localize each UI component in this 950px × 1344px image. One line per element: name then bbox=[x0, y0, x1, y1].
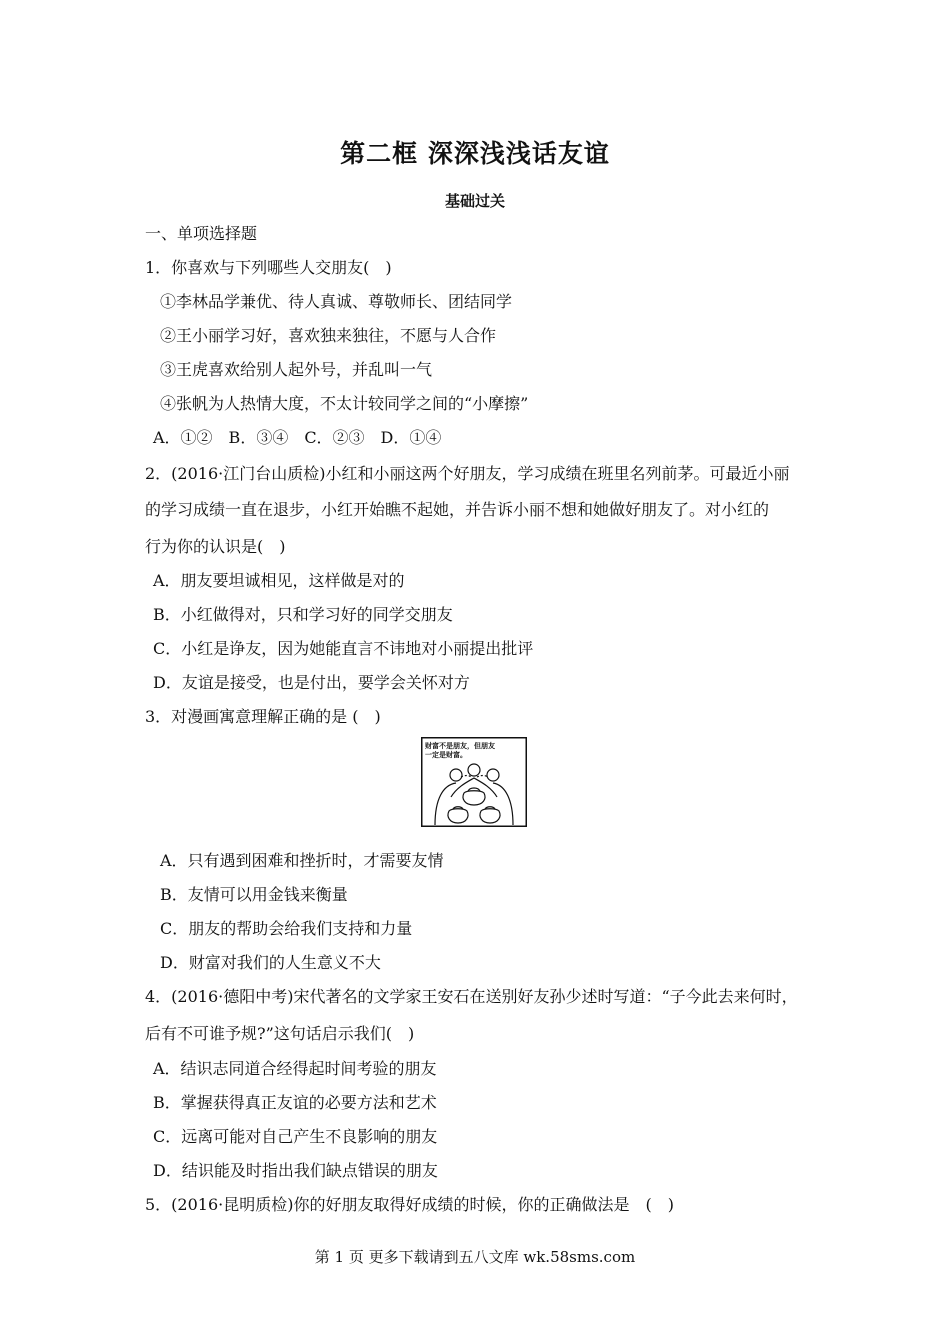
question-4-option-c: C．远离可能对自己产生不良影响的朋友 bbox=[153, 1127, 438, 1146]
question-3-option-c: C．朋友的帮助会给我们支持和力量 bbox=[160, 919, 413, 938]
question-4-stem-line: 4．(2016·德阳中考)宋代著名的文学家王安石在送别好友孙少述时写道：“子今此去来何时， bbox=[145, 987, 798, 1006]
section-heading: 一、单项选择题 bbox=[145, 224, 258, 243]
question-3-option-a: A．只有遇到困难和挫折时，才需要友情 bbox=[160, 851, 444, 870]
question-2-stem-line: 行为你的认识是( ) bbox=[145, 537, 286, 556]
question-3-option-d: D．财富对我们的人生意义不大 bbox=[160, 953, 381, 972]
question-2-option-c: C．小红是诤友，因为她能直言不讳地对小丽提出批评 bbox=[153, 639, 534, 658]
question-2-option-b: B．小红做得对，只和学习好的同学交朋友 bbox=[153, 605, 453, 624]
question-3-stem: 3．对漫画寓意理解正确的是 ( ) bbox=[145, 707, 381, 726]
question-1-item: ①李林品学兼优、待人真诚、尊敬师长、团结同学 bbox=[160, 292, 513, 311]
comic-caption: 一定是财富。 bbox=[425, 751, 467, 759]
question-1-choices: A．①② B．③④ C．②③ D．①④ bbox=[153, 428, 442, 447]
question-1-item: ②王小丽学习好，喜欢独来独往，不愿与人合作 bbox=[160, 326, 497, 345]
question-2-stem-line: 的学习成绩一直在退步，小红开始瞧不起她，并告诉小丽不想和她做好朋友了。对小红的 bbox=[145, 500, 770, 519]
question-2-option-a: A．朋友要坦诚相见，这样做是对的 bbox=[153, 571, 405, 590]
comic-illustration bbox=[421, 737, 527, 827]
question-1-item: ③王虎喜欢给别人起外号，并乱叫一气 bbox=[160, 360, 433, 379]
page-title: 第二框 深深浅浅话友谊 bbox=[340, 139, 610, 168]
question-1-stem: 1．你喜欢与下列哪些人交朋友( ) bbox=[145, 258, 392, 277]
question-5-stem: 5．(2016·昆明质检)你的好朋友取得好成绩的时候，你的正确做法是 ( ) bbox=[145, 1195, 674, 1214]
page-footer: 第 1 页 更多下载请到五八文库 wk.58sms.com bbox=[314, 1248, 636, 1266]
question-2-stem-line: 2．(2016·江门台山质检)小红和小丽这两个好朋友，学习成绩在班里名列前茅。可最近小丽 bbox=[145, 464, 790, 483]
question-4-option-b: B．掌握获得真正友谊的必要方法和艺术 bbox=[153, 1093, 437, 1112]
question-1-item: ④张帆为人热情大度，不太计较同学之间的“小摩擦” bbox=[160, 394, 529, 413]
question-3-option-b: B．友情可以用金钱来衡量 bbox=[160, 885, 348, 904]
question-4-option-d: D．结识能及时指出我们缺点错误的朋友 bbox=[153, 1161, 438, 1180]
question-4-option-a: A．结识志同道合经得起时间考验的朋友 bbox=[153, 1059, 437, 1078]
question-2-option-d: D．友谊是接受，也是付出，要学会关怀对方 bbox=[153, 673, 470, 692]
section-subtitle: 基础过关 bbox=[444, 192, 505, 210]
comic-caption: 财富不是朋友，但朋友 bbox=[425, 742, 495, 750]
question-4-stem-line: 后有不可谁予规?”这句话启示我们( ) bbox=[145, 1024, 415, 1043]
